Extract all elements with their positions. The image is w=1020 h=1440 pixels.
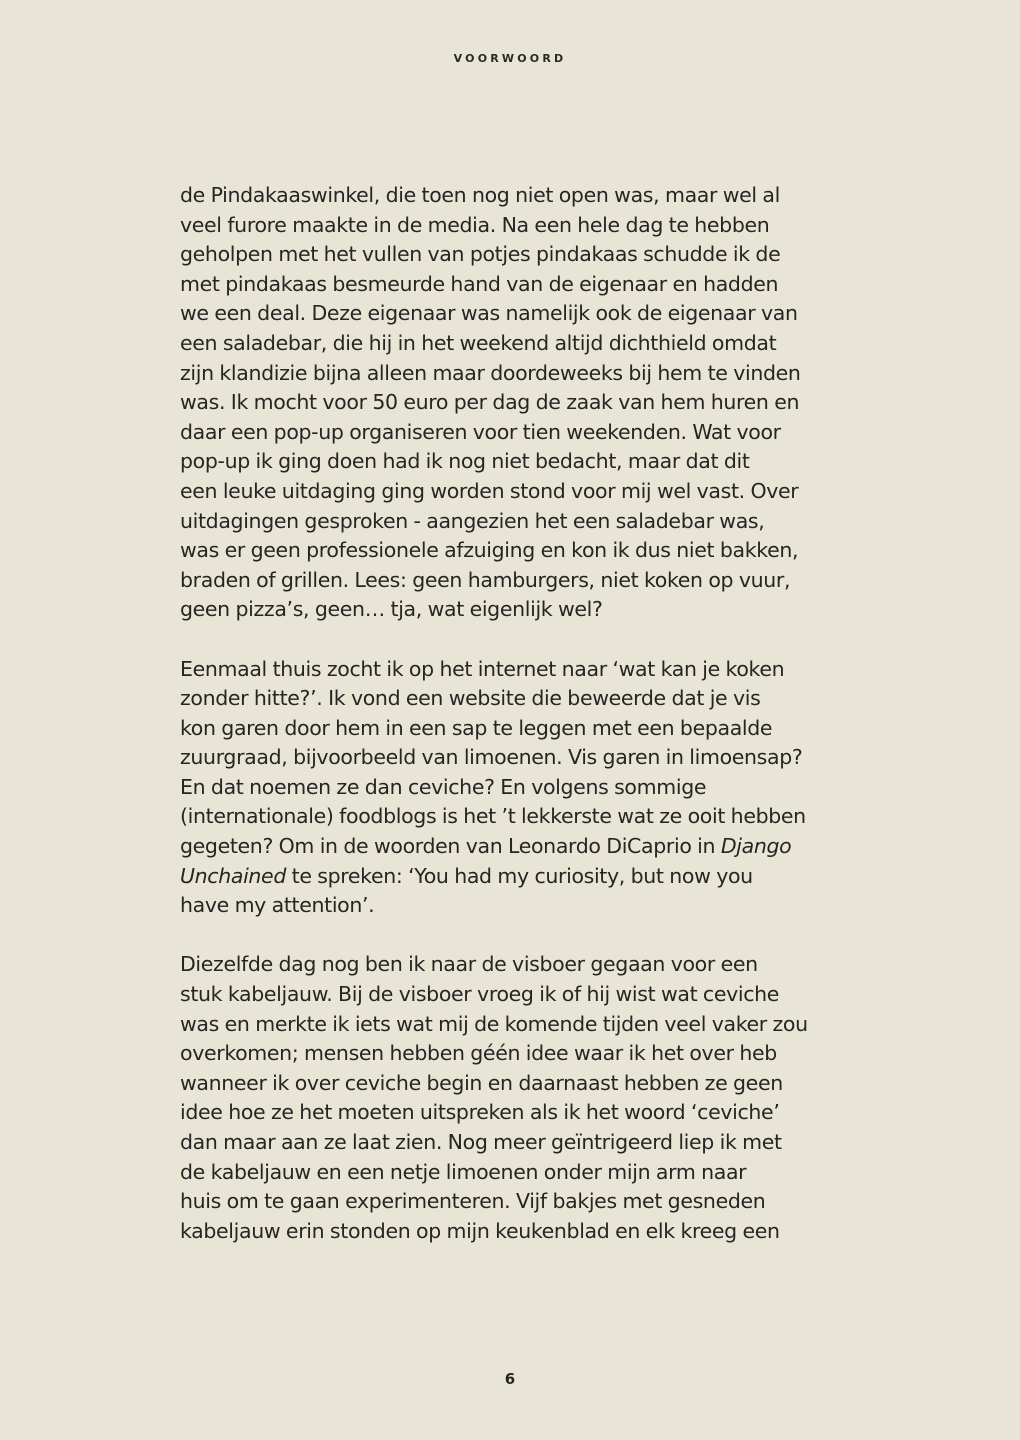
running-header: VOORWOORD xyxy=(453,52,567,65)
text-line: wanneer ik over ceviche begin en daarnaast hebben ze geen xyxy=(180,1070,783,1095)
paragraph-1 xyxy=(180,181,860,625)
text-line: daar een pop-up organiseren voor tien weekenden. Wat voor xyxy=(180,419,781,444)
text-line xyxy=(180,832,860,862)
paragraph-3 xyxy=(180,950,860,1246)
text-line: de Pindakaaswinkel, die toen nog niet open was, maar wel al xyxy=(180,183,780,207)
text-line: geholpen met het vullen van potjes pindakaas schudde ik de xyxy=(180,242,781,267)
body-text xyxy=(180,181,860,1276)
text-line: pop-up ik ging doen had ik nog niet bedacht, maar dat dit xyxy=(180,449,750,474)
text-line: we een deal. Deze eigenaar was namelijk ook de eigenaar van xyxy=(180,301,798,326)
text-line: stuk kabeljauw. Bij de visboer vroeg ik of hij wist wat ceviche xyxy=(180,982,780,1007)
text-line: huis om te gaan experimenteren. Vijf bakjes met gesneden xyxy=(180,1189,766,1214)
film-title-italic: Unchained xyxy=(180,863,286,888)
text-line: een leuke uitdaging ging worden stond voor mij wel vast. Over xyxy=(180,478,799,503)
text-line: was er geen professionele afzuiging en kon ik dus niet bakken, xyxy=(180,538,799,563)
text-line: geen pizza’s, geen… tja, wat eigenlijk wel? xyxy=(180,597,603,622)
text-line: have my attention’. xyxy=(180,893,375,918)
page-number: 6 xyxy=(504,1370,516,1388)
film-title-italic: Django xyxy=(720,834,792,859)
text-line: was. Ik mocht voor 50 euro per dag de zaak van hem huren en xyxy=(180,390,800,415)
text-line: braden of grillen. Lees: geen hamburgers, niet koken op vuur, xyxy=(180,567,791,592)
text-line: zuurgraad, bijvoorbeeld van limoenen. Vis garen in limoensap? xyxy=(180,745,803,770)
text-line: een saladebar, die hij in het weekend altijd dichthield omdat xyxy=(180,330,777,355)
text-line: (internationale) foodblogs is het ’t lekkerste wat ze ooit hebben xyxy=(180,804,806,829)
text-line: uitdagingen gesproken - aangezien het een saladebar was, xyxy=(180,508,765,533)
text-line: overkomen; mensen hebben géén idee waar ik het over heb xyxy=(180,1041,777,1066)
text-line: kabeljauw erin stonden op mijn keukenblad en elk kreeg een xyxy=(180,1218,780,1243)
text-segment: te spreken: ‘You had my curiosity, but now you xyxy=(286,863,753,888)
text-line: met pindakaas besmeurde hand van de eigenaar en hadden xyxy=(180,271,779,296)
text-line: zijn klandizie bijna alleen maar doordeweeks bij hem te vinden xyxy=(180,360,801,385)
text-line: En dat noemen ze dan ceviche? En volgens sommige xyxy=(180,774,707,799)
text-line: Eenmaal thuis zocht ik op het internet naar ‘wat kan je koken xyxy=(180,656,785,681)
text-segment: gegeten? Om in de woorden van Leonardo DiCaprio in xyxy=(180,834,721,859)
text-line: idee hoe ze het moeten uitspreken als ik het woord ‘ceviche’ xyxy=(180,1100,780,1125)
text-line: veel furore maakte in de media. Na een hele dag te hebben xyxy=(180,212,770,237)
text-line: zonder hitte?’. Ik vond een website die beweerde dat je vis xyxy=(180,686,761,711)
text-line: was en merkte ik iets wat mij de komende tijden veel vaker zou xyxy=(180,1011,808,1036)
text-line: Diezelfde dag nog ben ik naar de visboer gegaan voor een xyxy=(180,952,758,977)
text-line: kon garen door hem in een sap te leggen met een bepaalde xyxy=(180,715,773,740)
text-line xyxy=(180,862,860,892)
paragraph-2 xyxy=(180,655,860,921)
text-line: de kabeljauw en een netje limoenen onder mijn arm naar xyxy=(180,1159,747,1184)
text-line: dan maar aan ze laat zien. Nog meer geïntrigeerd liep ik met xyxy=(180,1130,782,1154)
